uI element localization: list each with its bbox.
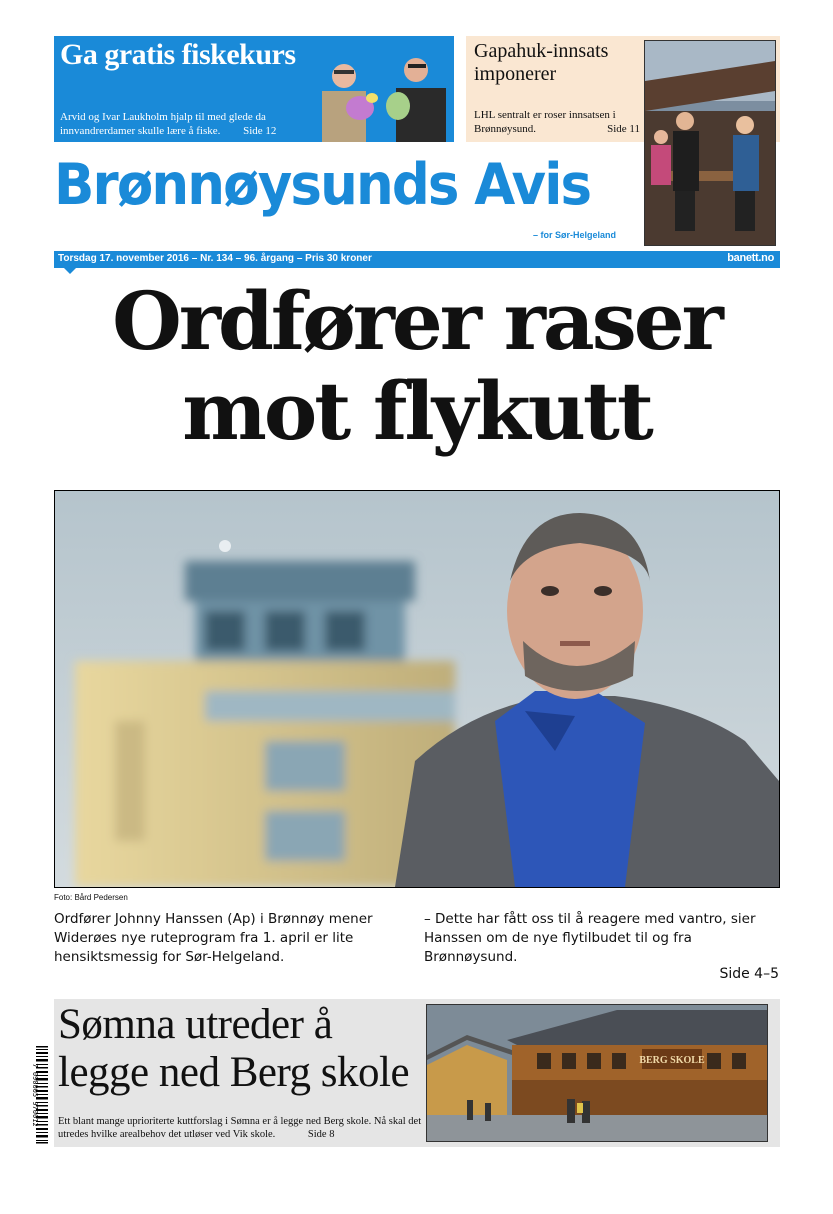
headline-line-1: Ordfører raser (112, 274, 721, 368)
caption-left: Ordfører Johnny Hanssen (Ap) i Brønnøy mener Widerøes nye ruteprogram fra 1. april er lite hensiktsmessig for Sør-Helgeland. (54, 911, 373, 965)
promo-fiskekurs-page: Side 12 (243, 125, 277, 137)
barcode-bars (28, 1046, 48, 1144)
photo-credit: Foto: Bård Pedersen (54, 893, 128, 902)
mayor-airport-photo (55, 491, 779, 887)
masthead[interactable] (54, 150, 624, 245)
promo-fiskekurs-text (60, 110, 310, 138)
barcode (28, 1046, 48, 1144)
fishermen-photo (312, 36, 454, 142)
main-photo[interactable] (54, 490, 780, 888)
promo-fiskekurs-title: Ga gratis fiskekurs (60, 38, 296, 71)
date-bar (54, 251, 780, 268)
berg-skole-photo (426, 1004, 768, 1142)
promo-gapahuk-title: Gapahuk-innsats imponerer (474, 40, 609, 85)
promo-gapahuk-page: Side 11 (607, 123, 640, 135)
school-sign: BERG SKOLE (639, 1055, 705, 1066)
masthead-logo: Brønnøysunds Avis (54, 152, 591, 218)
promo-fiskekurs-body: Arvid og Ivar Laukholm hjalp til med glede da innvandrerdamer skulle lære å fiske. (60, 111, 266, 137)
masthead-tagline: – for Sør-Helgeland (532, 230, 616, 240)
promo-berg-skole-title: Sømna utreder å legge ned Berg skole (58, 1001, 410, 1096)
promo-fiskekurs[interactable] (54, 36, 454, 142)
website-link[interactable]: banett.no (727, 252, 774, 264)
main-story-page-ref[interactable]: Side 4–5 (719, 966, 779, 982)
barcode-number: 7 090005 970012 (31, 1063, 39, 1127)
promo-gapahuk[interactable] (466, 36, 780, 142)
caption-right: – Dette har fått oss til å reagere med vantro, sier Hanssen om de nye flytilbudet til og fra Brønnøysund. (424, 911, 756, 965)
gapahuk-photo (644, 40, 776, 246)
headline-line-2: mot flykutt (182, 364, 651, 458)
promo-berg-skole-text (58, 1115, 426, 1141)
promo-berg-skole[interactable] (54, 999, 780, 1147)
promo-berg-skole-page: Side 8 (307, 1129, 335, 1140)
date-bar-notch (64, 268, 76, 274)
promo-gapahuk-text (474, 108, 640, 136)
main-headline[interactable] (0, 276, 833, 456)
promo-berg-skole-body: Ett blant mange uprioriterte kuttforslag i Sømna er å legge ned Berg skole. Nå skal det utredes hvilke arealbehov det utløser ved Vik skole. (58, 1116, 422, 1140)
promo-gapahuk-body: LHL sentralt er roser innsatsen i Brønnøysund. (474, 109, 616, 135)
issue-info: Torsdag 17. november 2016 – Nr. 134 – 96. årgang – Pris 30 kroner (58, 253, 372, 264)
